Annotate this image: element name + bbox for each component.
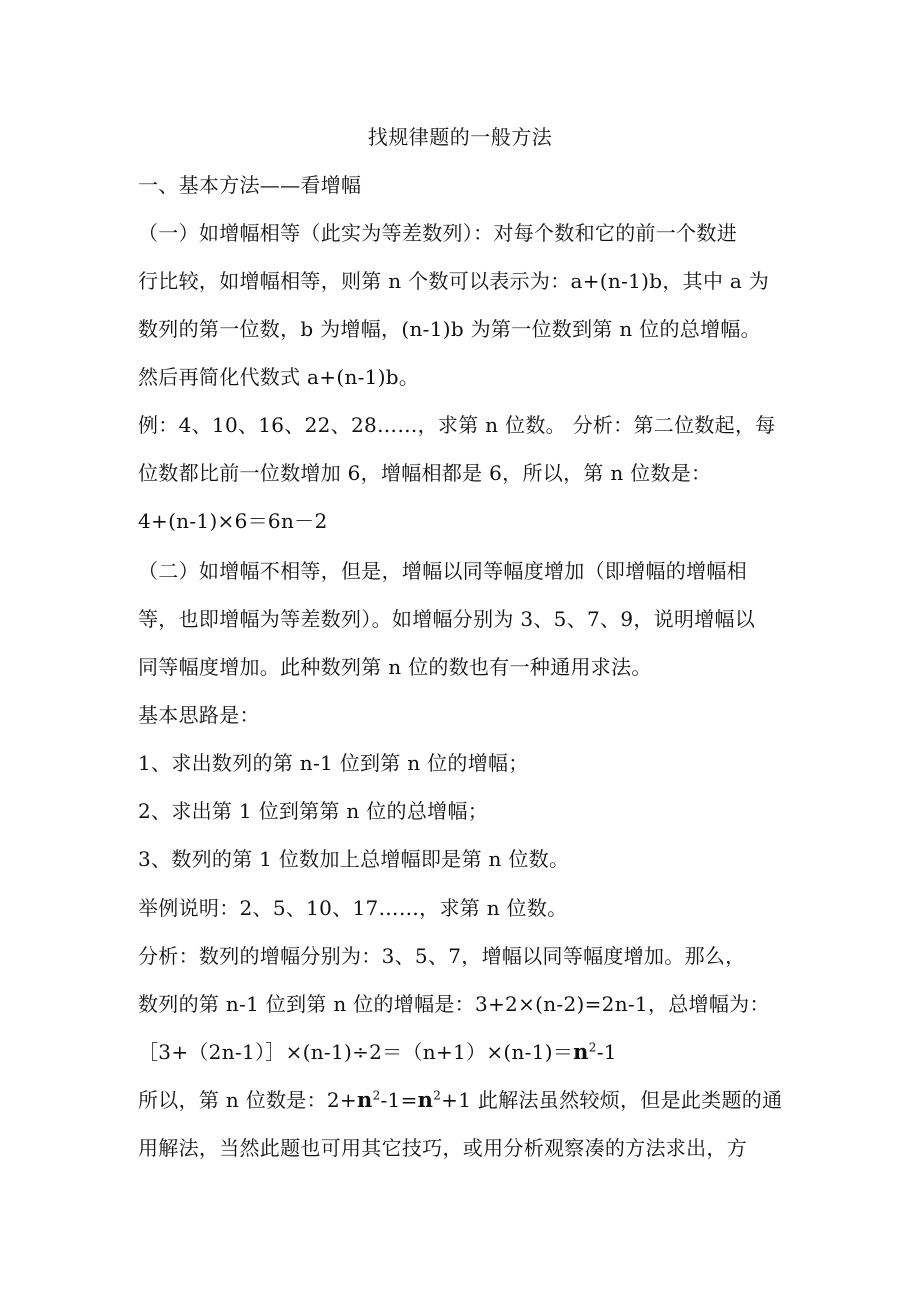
paragraph-line: 用解法，当然此题也可用其它技巧，或用分析观察凑的方法求出，方 xyxy=(138,1136,747,1160)
formula-line: 4+(n-1)×6＝6n－2 xyxy=(138,509,328,533)
paragraph-line: 然后再简化代数式 a+(n-1)b。 xyxy=(138,365,420,389)
paragraph-line: （二）如增幅不相等，但是，增幅以同等幅度增加（即增幅的增幅相 xyxy=(138,559,747,583)
result-text: +1 此解法虽然较烦，但是此类题的通 xyxy=(441,1088,783,1112)
paragraph-line: （一）如增幅相等（此实为等差数列）：对每个数和它的前一个数进 xyxy=(138,221,737,245)
paragraph-line: 位数都比前一位数增加 6，增幅相都是 6，所以，第 n 位数是： xyxy=(138,461,712,485)
result-line xyxy=(138,1085,788,1115)
paragraph-line: 举例说明：2、5、10、17……，求第 n 位数。 xyxy=(138,896,568,920)
result-text: 所以，第 n 位数是：2+ xyxy=(138,1088,357,1112)
result-variable: n xyxy=(356,1087,373,1112)
paragraph-line: 行比较，如增幅相等，则第 n 个数可以表示为：a+(n-1)b，其中 a 为 xyxy=(138,269,770,293)
formula-text: ［3+（2n-1）］×(n-1)÷2＝（n+1）×(n-1)＝ xyxy=(138,1040,574,1064)
list-item: 2、求出第 1 位到第第 n 位的总增幅； xyxy=(138,799,489,823)
list-item: 3、数列的第 1 位数加上总增幅即是第 n 位数。 xyxy=(138,847,570,871)
result-exponent: 2 xyxy=(372,1088,381,1103)
formula-text: -1 xyxy=(596,1040,617,1064)
paragraph-line: 数列的第一位数，b 为增幅，(n-1)b 为第一位数到第 n 位的总增幅。 xyxy=(138,317,761,341)
formula-line xyxy=(138,1037,788,1067)
result-variable: n xyxy=(417,1087,434,1112)
paragraph-line: 例：4、10、16、22、28……，求第 n 位数。 分析：第二位数起，每 xyxy=(138,413,776,437)
paragraph-line: 分析：数列的增幅分别为：3、5、7，增幅以同等幅度增加。那么， xyxy=(138,944,746,968)
paragraph-line: 同等幅度增加。此种数列第 n 位的数也有一种通用求法。 xyxy=(138,655,652,679)
formula-variable: n xyxy=(573,1039,589,1064)
document-title: 找规律题的一般方法 xyxy=(367,125,553,149)
result-text: -1= xyxy=(380,1088,418,1112)
paragraph-line: 基本思路是： xyxy=(138,703,260,727)
section-heading: 一、基本方法——看增幅 xyxy=(138,173,362,197)
paragraph-line: 等，也即增幅为等差数列）。如增幅分别为 3、5、7、9，说明增幅以 xyxy=(138,607,756,631)
paragraph-line: 数列的第 n-1 位到第 n 位的增幅是：3+2×(n-2)=2n-1，总增幅为： xyxy=(138,992,770,1016)
result-exponent: 2 xyxy=(433,1088,442,1103)
formula-exponent: 2 xyxy=(588,1040,597,1055)
list-item: 1、求出数列的第 n-1 位到第 n 位的增幅； xyxy=(138,751,529,775)
